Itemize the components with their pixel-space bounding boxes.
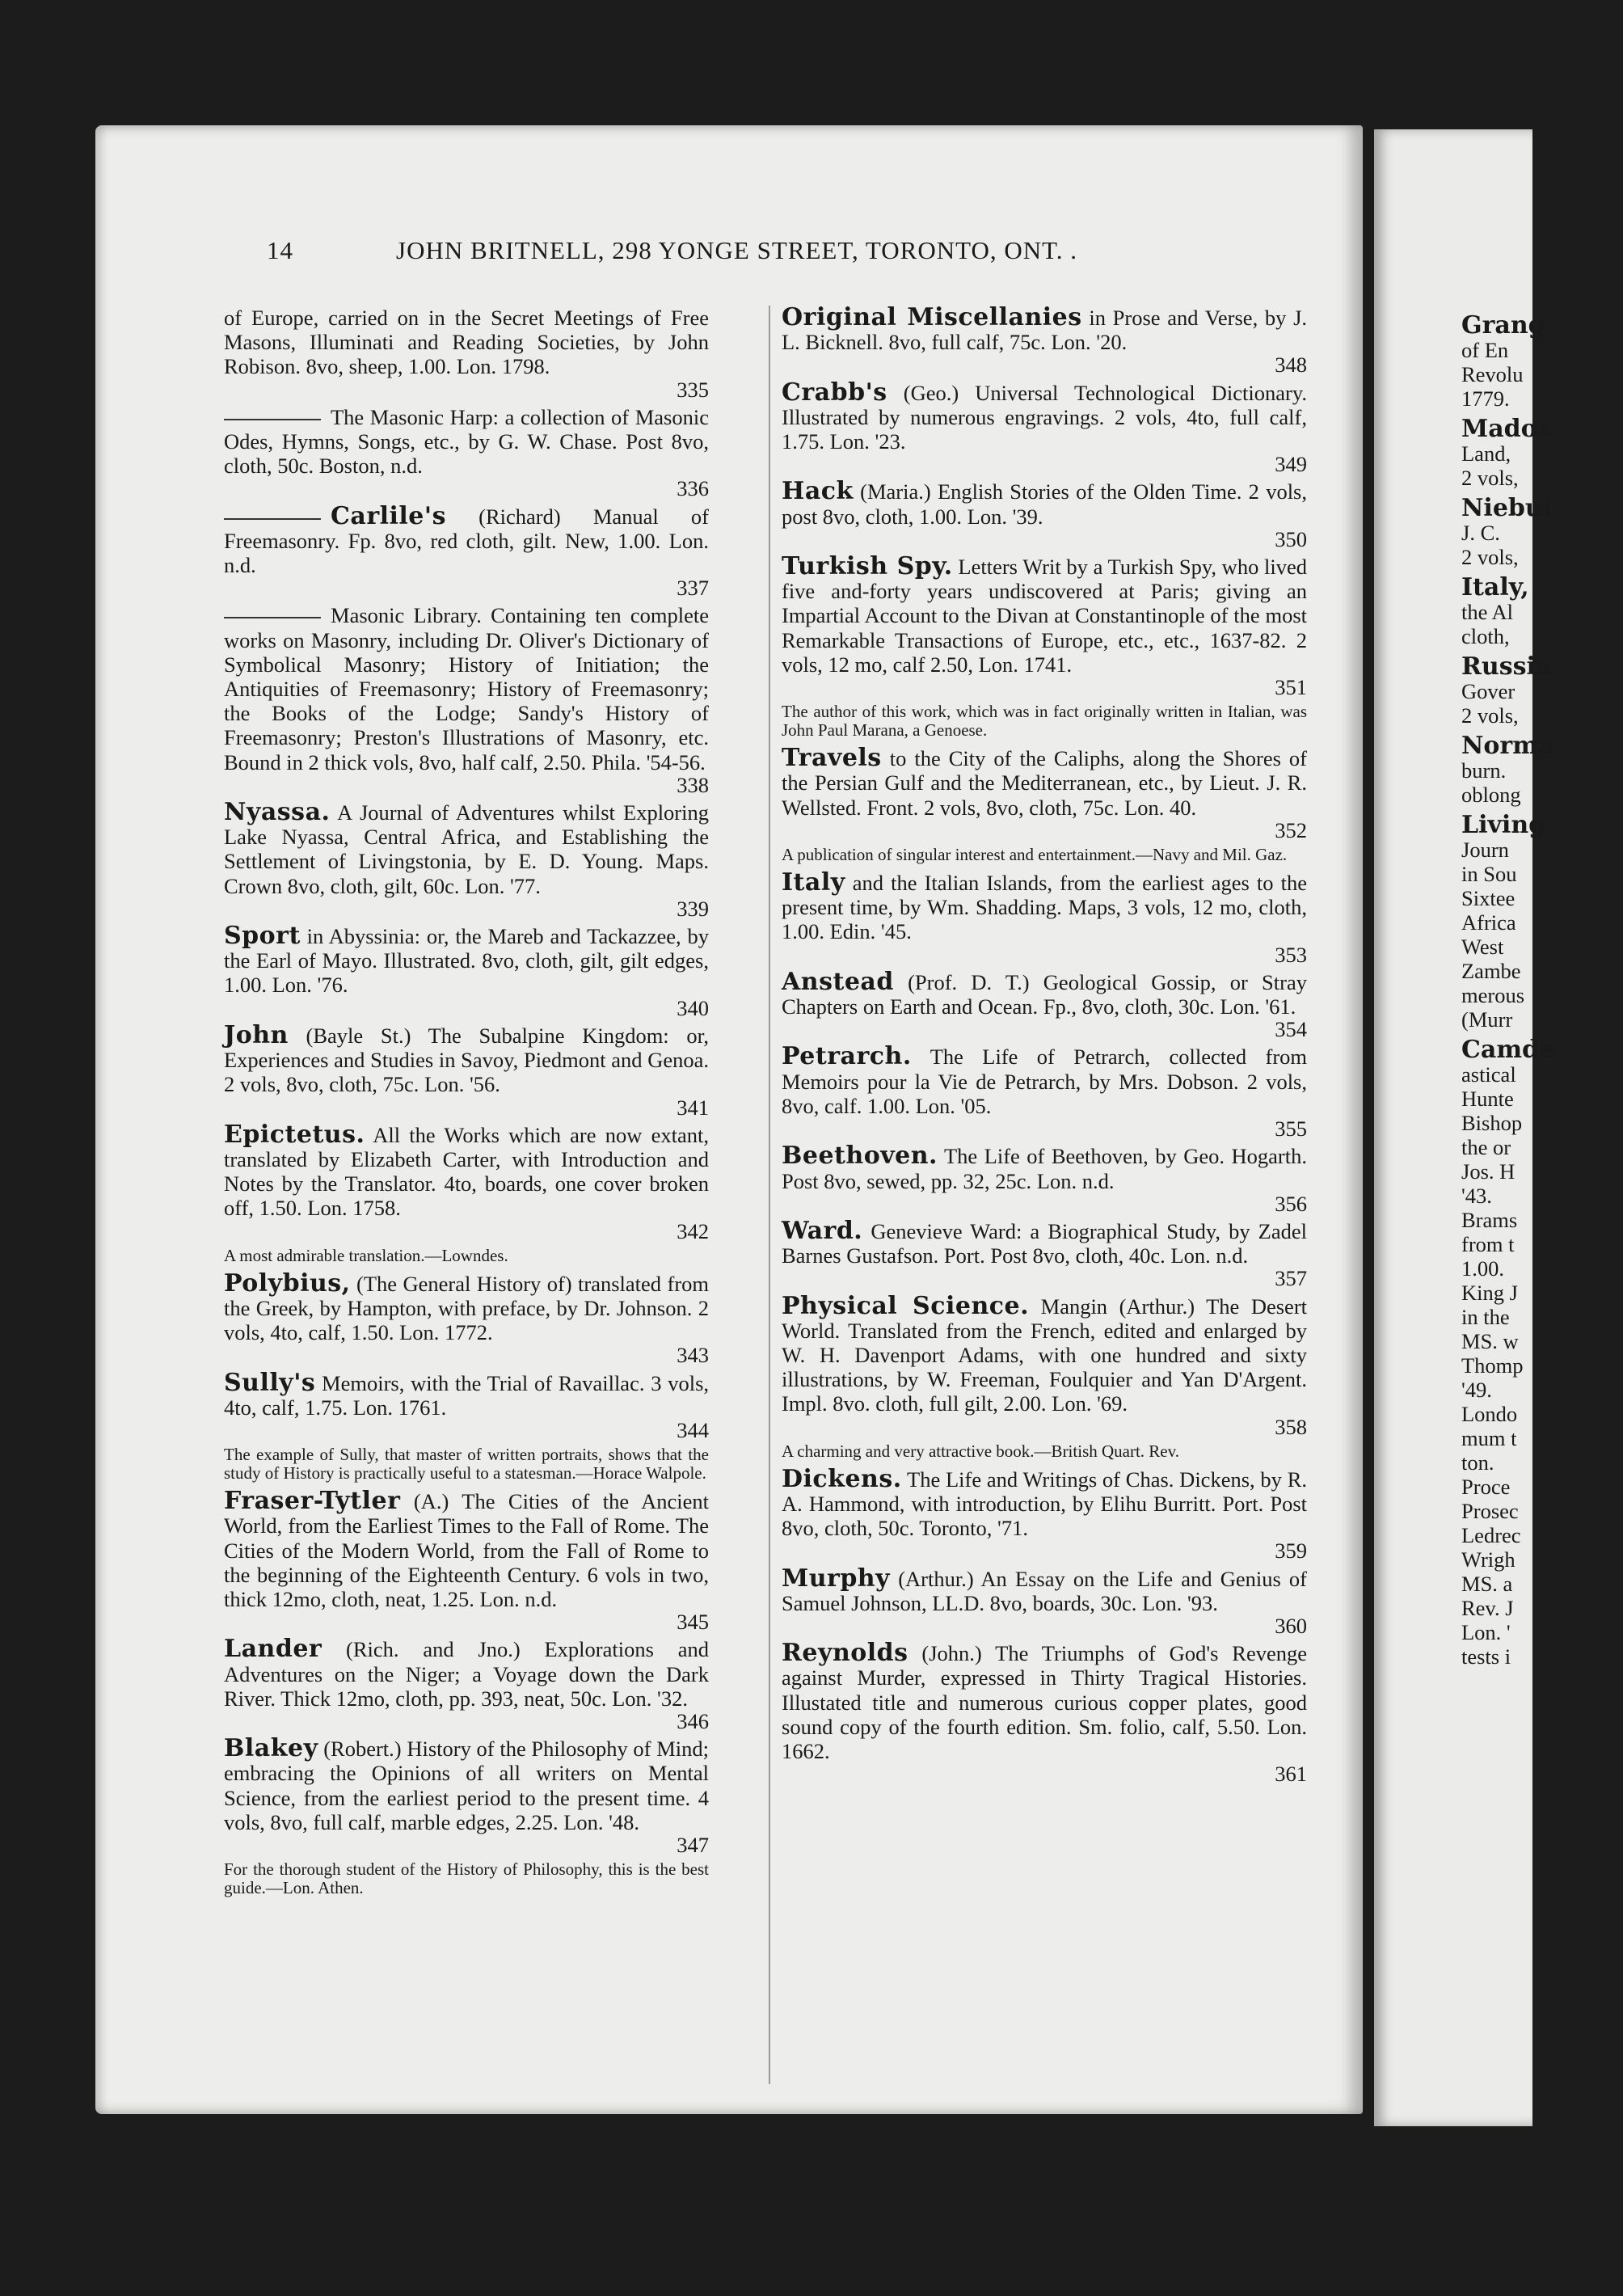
entry-heading: Original Miscellanies (782, 303, 1082, 331)
adjacent-line: Italy, (1461, 573, 1529, 601)
catalogue-entry (782, 479, 1307, 551)
catalogue-entry (224, 1637, 709, 1733)
adjacent-line: Rev. J (1461, 1596, 1514, 1620)
entry-number: 358 (1275, 1414, 1307, 1439)
catalogue-entry (782, 967, 1307, 1042)
entry-text: All the Works which are now extant, translated by Elizabeth Carter, with Introduction and Notes by the Translator. 4to, boards, one cover broken off, 1.50. Lon. 1758. (224, 1122, 709, 1221)
catalogue-entry (782, 868, 1308, 967)
entry-heading: Anstead (782, 967, 894, 996)
catalogue-entry (224, 1120, 709, 1243)
entry-text: (Geo.) Universal Technological Dictionary. Illustrated by numerous engravings. 2 vols, 4to, full calf, 1.75. Lon. '23. (782, 380, 1308, 454)
entry-text: (The General History of) translated from the Greek, by Hampton, with preface, by Dr. Johnson. 2 vols, 4to, calf, 1.50. Lon. 1772. (224, 1271, 710, 1345)
adjacent-line: in the (1461, 1305, 1510, 1329)
catalogue-entry (782, 1641, 1307, 1786)
adjacent-line: Revolu (1461, 362, 1524, 386)
entry-heading: Petrarch. (782, 1042, 912, 1071)
entry-number: 335 (677, 377, 709, 402)
entry-heading: Italy (782, 868, 845, 897)
catalogue-entry (782, 1464, 1307, 1564)
entry-note: A charming and very attractive book.—British Quart. Rev. (782, 1441, 1180, 1461)
entry-note: A most admirable translation.—Lowndes. (224, 1245, 508, 1265)
entry-heading: Epictetus. (224, 1120, 365, 1149)
entry-number: 353 (1275, 942, 1307, 967)
catalogue-entry (224, 1268, 710, 1368)
adjacent-line: mum t (1461, 1426, 1517, 1450)
entry-heading: Sport (224, 922, 301, 951)
entry-heading: Crabb's (782, 378, 887, 407)
entry-heading: Dickens. (782, 1464, 902, 1493)
entry-number: 348 (1275, 352, 1307, 378)
adjacent-line: from t (1461, 1232, 1515, 1256)
adjacent-line: in Sou (1461, 862, 1517, 886)
entry-text: Letters Writ by a Turkish Spy, who lived five and-forty years undiscovered at Paris; giving an Impartial Account to the Divan at Constantinople of the most Remarkable Transactions of Europe, etc., etc., 1637-82. 2 vols, 12 mo, calf 2.50, Lon. 1741. (782, 555, 1308, 677)
entry-text: The Masonic Harp: a collection of Masonic Odes, Hymns, Songs, etc., by G. W. Chase. Post 8vo, cloth, 50c. Boston, n.d. (224, 404, 709, 479)
entry-text: Mangin (Arthur.) The Desert World. Translated from the French, edited and enlarged by W. H. Davenport Adams, with one hundred and sixty illustrations, by W. Freeman, Foulquier and Yan D'Argent. Impl. 8vo. cloth, full gilt, 2.00. Lon. '69. (782, 1294, 1308, 1416)
adjacent-line: 1.00. (1461, 1256, 1504, 1281)
right-column (782, 303, 1308, 1789)
catalogue-entry (782, 1144, 1307, 1216)
entry-text: (Prof. D. T.) Geological Gossip, or Stray Chapters on Earth and Ocean. Fp., 8vo, cloth, 30c. Lon. '61. (782, 969, 1307, 1019)
entry-text: in Abyssinia: or, the Mareb and Tackazzee, by the Earl of Mayo. Illustrated. 8vo, cloth, gilt, gilt edges, 1.00. Lon. '76. (224, 924, 709, 998)
entry-heading: Polybius, (224, 1268, 351, 1298)
adjacent-line: Thomp (1461, 1353, 1524, 1378)
adjacent-line: Brams (1461, 1208, 1518, 1232)
adjacent-line: oblong (1461, 783, 1521, 807)
entry-heading: Carlile's (331, 501, 446, 530)
adjacent-line: Proce (1461, 1475, 1511, 1499)
entry-text: of Europe, carried on in the Secret Meetings of Free Masons, Illuminati and Reading Societies, by John Robison. 8vo, sheep, 1.00. Lon. 1798. (224, 306, 709, 379)
adjacent-line: J. C. (1461, 521, 1500, 545)
entry-number: 359 (1275, 1538, 1307, 1564)
adjacent-line: Living (1461, 811, 1546, 839)
adjacent-line: of En (1461, 338, 1509, 362)
catalogue-entry (224, 1020, 710, 1120)
adjacent-line: Norma (1461, 732, 1554, 760)
adjacent-line: Africa (1461, 910, 1516, 935)
adjacent-line: MS. a (1461, 1572, 1513, 1596)
adjacent-line: Prosec (1461, 1499, 1519, 1523)
catalogue-entry (224, 1489, 709, 1634)
catalogue-entry (224, 924, 709, 1020)
catalogue-entry (224, 501, 710, 601)
adjacent-line: Bishop (1461, 1111, 1523, 1135)
entry-number: 336 (677, 476, 709, 501)
entry-number: 341 (677, 1095, 709, 1120)
entry-text: (Arthur.) An Essay on the Life and Genius of Samuel Johnson, LL.D. 8vo, boards, 30c. Lon. '93. (782, 1566, 1308, 1615)
entry-text: A Journal of Adventures whilst Exploring Lake Nyassa, Central Africa, and Establishing the Settlement of Livingstonia, by E. D. Young. Maps. Crown 8vo, cloth, gilt, 60c. Lon. '77. (224, 800, 709, 898)
entry-note: The author of this work, which was in fact originally written in Italian, was John Paul Marana, a Genoese. (782, 702, 1307, 741)
catalogue-entry (224, 1734, 709, 1857)
entry-number: 346 (677, 1708, 709, 1733)
entry-text: Genevieve Ward: a Biographical Study, by Zadel Barnes Gustafson. Port. Post 8vo, cloth, 40c. Lon. n.d. (782, 1218, 1308, 1268)
adjacent-line: Ledrec (1461, 1523, 1521, 1547)
catalogue-entry (782, 378, 1308, 477)
catalogue-entry (224, 800, 709, 921)
entry-text: Masonic Library. Containing ten complete works on Masonry, including Dr. Oliver's Dictionary of Symbolical Masonry; History of Initiation; the Antiquities of Freemasonry; History of Freemasonry; the Books of the Lodge; Sandy's History of Freemasonry; Preston's Illustrations of Masonry, etc. Bound in 2 thick vols, 8vo, half calf, 2.50. Phila. '54-56. (224, 603, 709, 774)
entry-heading: Hack (782, 477, 854, 506)
catalogue-entry (224, 603, 709, 797)
entry-number: 360 (1275, 1613, 1307, 1638)
adjacent-line: '43. (1461, 1184, 1492, 1208)
entry-heading: Ward. (782, 1216, 863, 1245)
adjacent-line: Madox (1461, 415, 1552, 443)
catalogue-entry (782, 1564, 1308, 1639)
entry-note: The example of Sully, that master of written portraits, shows that the study of History is practically useful to a statesman.—Horace Walpole. (224, 1445, 709, 1484)
entry-text: The Life of Beethoven, by Geo. Hogarth. Post 8vo, sewed, pp. 32, 25c. Lon. n.d. (782, 1144, 1307, 1193)
entry-heading: Nyassa. (224, 798, 331, 827)
entry-number: 355 (1275, 1116, 1307, 1142)
entry-heading: Physical Science. (782, 1291, 1030, 1320)
adjacent-line: Grang (1461, 311, 1545, 340)
entry-text: (Rich. and Jno.) Explorations and Adventures on the Niger; a Voyage down the Dark River. Thick 12mo, cloth, pp. 393, neat, 50c. Lon. '32. (224, 1637, 709, 1711)
entry-number: 361 (1275, 1762, 1307, 1787)
entry-heading: Lander (224, 1635, 322, 1664)
adjacent-line: Land, (1461, 441, 1511, 466)
catalogue-entry (782, 1042, 1308, 1142)
entry-number: 340 (677, 995, 709, 1020)
running-title: JOHN BRITNELL, 298 YONGE STREET, TORONTO, ONT. . (396, 236, 1078, 264)
page-number: 14 (267, 236, 293, 264)
entry-heading: Fraser-Tytler (224, 1487, 401, 1516)
entry-number: 342 (677, 1218, 709, 1243)
left-column (224, 306, 709, 1904)
adjacent-line: King J (1461, 1281, 1518, 1305)
entry-number: 337 (677, 576, 709, 601)
adjacent-line: cloth, (1461, 624, 1510, 648)
adjacent-line: Sixtee (1461, 886, 1516, 910)
catalogue-entry (224, 306, 709, 402)
ditto-dash (224, 518, 321, 520)
catalogue-entry (224, 1368, 710, 1443)
entry-text: The Life of Petrarch, collected from Memoirs pour la Vie de Petrarch, by Mrs. Dobson. 2 vols, 8vo, calf. 1.00. Lon. '05. (782, 1045, 1308, 1118)
catalogue-entry (782, 303, 1308, 378)
column-divider (769, 306, 770, 2084)
entry-number: 354 (1275, 1017, 1307, 1042)
adjacent-line: Journ (1461, 838, 1509, 862)
entry-heading: Turkish Spy. (782, 552, 953, 581)
entry-number: 339 (677, 896, 709, 921)
adjacent-line: astical (1461, 1062, 1516, 1087)
adjacent-line: Londo (1461, 1402, 1518, 1426)
adjacent-line: MS. w (1461, 1329, 1519, 1353)
adjacent-line: 1779. (1461, 386, 1510, 411)
entry-number: 357 (1275, 1266, 1307, 1291)
adjacent-line: burn. (1461, 758, 1507, 783)
entry-number: 349 (1275, 452, 1307, 477)
adjacent-line: Russia (1461, 652, 1552, 681)
adjacent-line: Gover (1461, 679, 1516, 703)
adjacent-line: ton. (1461, 1450, 1494, 1475)
adjacent-line: Lon. ' (1461, 1620, 1511, 1644)
entry-text: and the Italian Islands, from the earliest ages to the present time, by Wm. Shadding. Maps, 3 vols, 12 mo, cloth, 1.00. Edin. '45. (782, 871, 1308, 944)
entry-number: 338 (677, 772, 709, 797)
catalogue-entry (224, 405, 709, 501)
entry-heading: Blakey (224, 1734, 318, 1763)
adjacent-line: Wrigh (1461, 1547, 1516, 1572)
adjacent-line: Zambe (1461, 959, 1521, 983)
entry-number: 350 (1275, 526, 1307, 551)
adjacent-line: 2 vols, (1461, 545, 1519, 569)
entry-text: Memoirs, with the Trial of Ravaillac. 3 vols, 4to, calf, 1.75. Lon. 1761. (224, 1370, 710, 1420)
entry-number: 343 (677, 1343, 709, 1368)
catalogue-entry (782, 552, 1308, 700)
entry-heading: Travels (782, 744, 882, 773)
catalogue-entry (782, 1216, 1308, 1291)
entry-text: (Richard) Manual of Freemasonry. Fp. 8vo, red cloth, gilt. New, 1.00. Lon. n.d. (224, 504, 710, 578)
entry-text: (Bayle St.) The Subalpine Kingdom: or, Experiences and Studies in Savoy, Piedmont and Genoa. 2 vols, 8vo, cloth, 75c. Lon. '56. (224, 1023, 710, 1097)
adjacent-line: (Murr (1461, 1007, 1513, 1032)
adjacent-line: '49. (1461, 1378, 1492, 1402)
entry-number: 351 (1275, 675, 1307, 700)
entry-heading: Sully's (224, 1368, 316, 1397)
entry-heading: John (224, 1020, 289, 1049)
entry-text: The Life and Writings of Chas. Dickens, by R. A. Hammond, with introduction, by Elihu Burritt. Port. Post 8vo, cloth, 50c. Toronto, '71. (782, 1467, 1307, 1541)
adjacent-line: 2 vols, (1461, 703, 1519, 728)
adjacent-line: the or (1461, 1135, 1511, 1159)
entry-note: A publication of singular interest and entertainment.—Navy and Mil. Gaz. (782, 845, 1288, 865)
adjacent-line: tests i (1461, 1644, 1511, 1669)
ditto-dash (224, 419, 321, 420)
entry-text: (Maria.) English Stories of the Olden Time. 2 vols, post 8vo, cloth, 1.00. Lon. '39. (782, 479, 1307, 529)
adjacent-line: Hunte (1461, 1087, 1514, 1111)
adjacent-line: merous (1461, 983, 1525, 1007)
adjacent-line: West (1461, 935, 1504, 959)
entry-text: (Robert.) History of the Philosophy of Mind; embracing the Opinions of all writers on Mental Science, from the earliest period to the present time. 4 vols, 8vo, full calf, marble edges, 2.25. Lon. '48. (224, 1737, 709, 1834)
entry-heading: Murphy (782, 1564, 891, 1593)
entry-number: 356 (1275, 1191, 1307, 1216)
adjacent-line: Niebul (1461, 494, 1553, 522)
catalogue-entry (782, 1291, 1308, 1439)
ditto-dash (224, 617, 321, 618)
entry-heading: Reynolds (782, 1639, 908, 1668)
entry-heading: Beethoven. (782, 1142, 938, 1171)
entry-number: 344 (677, 1417, 709, 1442)
entry-text: (John.) The Triumphs of God's Revenge against Murder, expressed in Thirty Tragical Histories. Illustated title and numerous curious copper plates, good sound copy of the fourth edition. Sm. folio, calf, 5.50. Lon. 1662. (782, 1641, 1307, 1763)
adjacent-line: 2 vols, (1461, 466, 1519, 490)
entry-text: in Prose and Verse, by J. L. Bicknell. 8vo, full calf, 75c. Lon. '20. (782, 306, 1308, 355)
entry-number: 347 (677, 1832, 709, 1857)
entry-number: 345 (677, 1610, 709, 1635)
entry-text: to the City of the Caliphs, along the Shores of the Persian Gulf and the Mediterranean, etc., by Lieut. J. R. Wellsted. Front. 2 vols, 8vo, cloth, 75c. Lon. 40. (782, 746, 1307, 820)
entry-number: 352 (1275, 817, 1307, 842)
adjacent-line: Camde (1461, 1036, 1555, 1064)
adjacent-line: the Al (1461, 600, 1514, 624)
entry-note: For the thorough student of the History of Philosophy, this is the best guide.—Lon. Athen. (224, 1859, 709, 1898)
adjacent-line: Jos. H (1461, 1159, 1516, 1184)
catalogue-entry (782, 746, 1307, 842)
entry-text: (A.) The Cities of the Ancient World, from the Earliest Times to the Fall of Rome. The Cities of the Modern World, from the Fall of Rome to the beginning of the Eighteenth Century. 6 vols in two, thick 12mo, cloth, neat, 1.25. Lon. n.d. (224, 1489, 710, 1611)
